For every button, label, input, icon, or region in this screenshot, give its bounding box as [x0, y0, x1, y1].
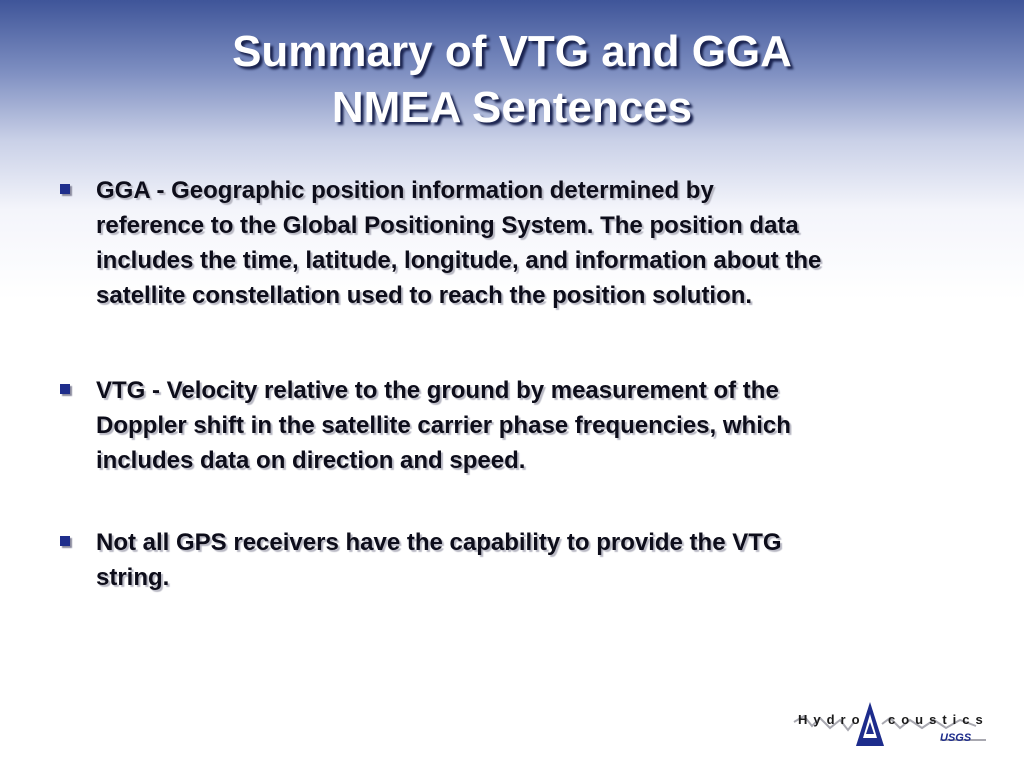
slide-title [0, 24, 1024, 136]
title-line-1: Summary of VTG and GGA [232, 27, 792, 76]
logo-wave-icon [790, 700, 990, 756]
bullet-square-icon [60, 384, 70, 394]
bullet-text: GGA - Geographic position information determined by reference to the Global Positioning System. The position data includes the time, latitude, longitude, and information about the satellite constellation used to reach the position solution. [96, 177, 822, 309]
title-line-2: NMEA Sentences [331, 83, 693, 132]
bullet-square-icon [60, 536, 70, 546]
hydroacoustics-logo [790, 700, 990, 756]
bullet-text: Not all GPS receivers have the capability to provide the VTG string. [96, 529, 782, 591]
bullet-square-icon [60, 184, 70, 194]
usgs-label: USGS [940, 732, 972, 744]
logo-text-hydro: Hydro [798, 712, 866, 727]
bullet-text: VTG - Velocity relative to the ground by measurement of the Doppler shift in the satellite carrier phase frequencies, which includes data on direction and speed. [96, 377, 791, 474]
logo-text-coustics: coustics [888, 712, 989, 727]
